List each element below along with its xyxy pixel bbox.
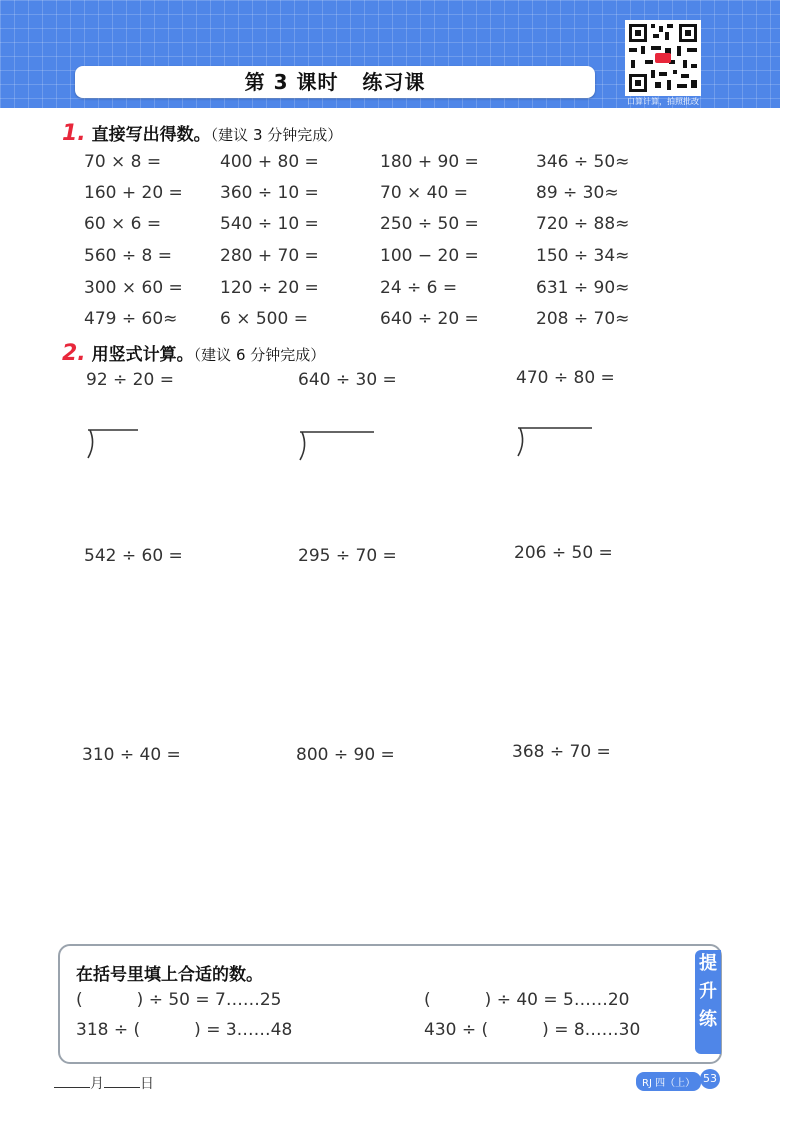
section-1-number: 1. [62, 121, 86, 146]
side-tab-char: 练 [699, 1009, 717, 1030]
vertical-problem: 295 ÷ 70 = [298, 546, 397, 566]
vertical-problem: 206 ÷ 50 = [514, 543, 613, 563]
oral-problem: 300 × 60 = [84, 278, 183, 298]
division-bracket-icon [84, 426, 144, 462]
oral-problem: 360 ÷ 10 = [220, 183, 319, 203]
vertical-problem: 640 ÷ 30 = [298, 370, 397, 390]
division-bracket-icon [514, 424, 598, 460]
title-bar [75, 66, 595, 98]
page-title: 第 3 课时 练习课 [244, 70, 426, 94]
side-tab-enrichment [695, 950, 721, 1054]
side-tab-char: 提 [699, 953, 717, 974]
oral-problem: 640 ÷ 20 = [380, 309, 479, 329]
fill-in-problem: ( ) ÷ 50 = 7……25 [76, 990, 282, 1010]
oral-problem: 250 ÷ 50 = [380, 214, 479, 234]
section-1-note: （建议 3 分钟完成） [210, 126, 343, 144]
oral-problem: 89 ÷ 30≈ [536, 183, 619, 203]
oral-problem: 160 + 20 = [84, 183, 183, 203]
date-line [54, 1073, 154, 1093]
oral-problem: 70 × 8 = [84, 152, 162, 172]
section-2-heading [62, 340, 325, 366]
page-number: 53 [700, 1069, 720, 1089]
vertical-problem: 800 ÷ 90 = [296, 745, 395, 765]
section-1-heading [62, 120, 342, 146]
oral-problem: 631 ÷ 90≈ [536, 278, 630, 298]
oral-problem: 720 ÷ 88≈ [536, 214, 630, 234]
vertical-problem: 470 ÷ 80 = [516, 368, 615, 388]
vertical-problem: 368 ÷ 70 = [512, 742, 611, 762]
oral-problem: 6 × 500 = [220, 309, 308, 329]
oral-problem: 346 ÷ 50≈ [536, 152, 630, 172]
oral-problem: 560 ÷ 8 = [84, 246, 172, 266]
oral-problem: 70 × 40 = [380, 183, 468, 203]
oral-problem: 400 + 80 = [220, 152, 319, 172]
fill-in-problem: ( ) ÷ 40 = 5……20 [424, 990, 630, 1010]
section-2-title: 用竖式计算。 [91, 345, 194, 365]
oral-problem: 280 + 70 = [220, 246, 319, 266]
oral-problem: 60 × 6 = [84, 214, 162, 234]
qr-code-icon[interactable] [625, 20, 701, 96]
qr-caption: 口算计算，拍照批改 [627, 97, 699, 106]
fill-in-problem: 430 ÷ ( ) = 8……30 [424, 1020, 641, 1040]
edition-tag: RJ 四（上） [636, 1072, 701, 1091]
oral-problem: 150 ÷ 34≈ [536, 246, 630, 266]
day-label: 日 [140, 1076, 154, 1092]
side-tab-char: 升 [699, 981, 717, 1002]
oral-problem: 24 ÷ 6 = [380, 278, 458, 298]
oral-problem: 180 + 90 = [380, 152, 479, 172]
division-bracket-icon [296, 428, 380, 464]
vertical-problem: 92 ÷ 20 = [86, 370, 174, 390]
section-2-note: （建议 6 分钟完成） [193, 346, 326, 364]
vertical-problem: 310 ÷ 40 = [82, 745, 181, 765]
oral-problem: 540 ÷ 10 = [220, 214, 319, 234]
section-1-title: 直接写出得数。 [91, 125, 211, 145]
oral-problem: 208 ÷ 70≈ [536, 309, 630, 329]
vertical-problem: 542 ÷ 60 = [84, 546, 183, 566]
oral-problem: 120 ÷ 20 = [220, 278, 319, 298]
enrichment-title: 在括号里填上合适的数。 [76, 965, 263, 985]
oral-problem: 479 ÷ 60≈ [84, 309, 178, 329]
oral-problem: 100 − 20 = [380, 246, 479, 266]
section-2-number: 2. [62, 341, 86, 366]
month-label: 月 [90, 1076, 104, 1092]
fill-in-problem: 318 ÷ ( ) = 3……48 [76, 1020, 293, 1040]
